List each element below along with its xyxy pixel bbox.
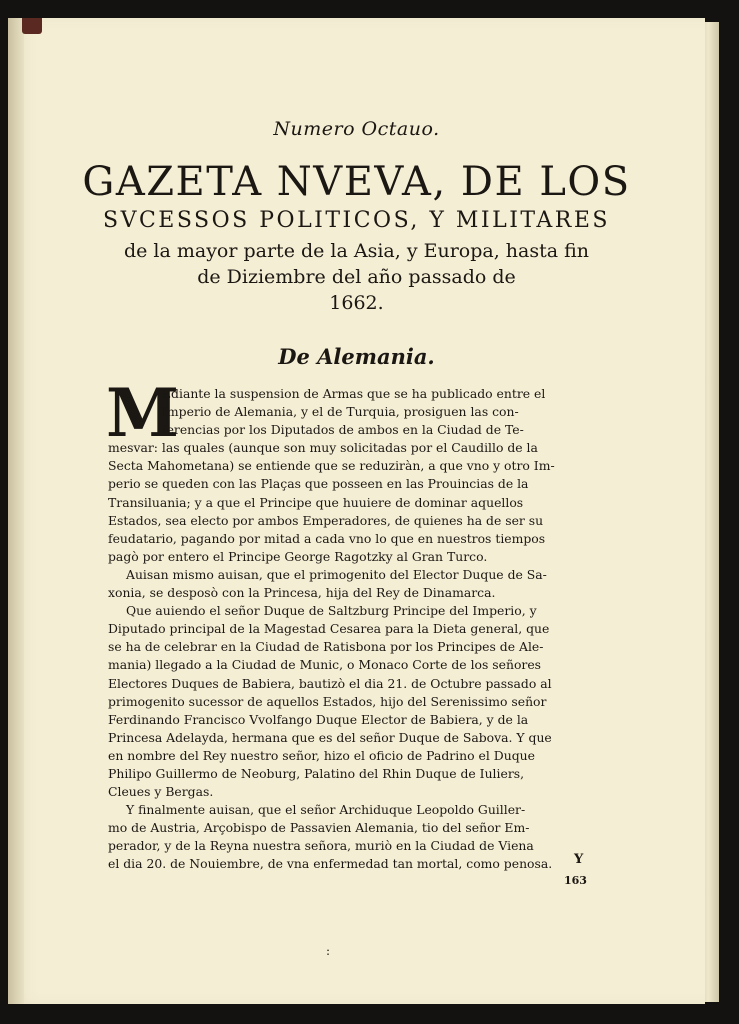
text-line: Estados, sea electo por ambos Emperadores, de quienes ha de ser su	[108, 512, 544, 528]
text-line: el dia 20. de Nouiembre, de vna enfermedad tan mortal, como penosa.	[108, 856, 553, 872]
bookmark-clip	[22, 18, 42, 34]
text-line: xonia, se desposò con la Princesa, hija del Rey de Dinamarca.	[108, 585, 496, 601]
title-continuation	[8, 238, 705, 316]
text-line: pagò por entero el Principe George Ragotzky al Gran Turco.	[108, 548, 488, 564]
title-line: de Diziembre del año passado de	[197, 266, 516, 288]
text-line: Princesa Adelayda, hermana que es del señor Duque de Sabova. Y que	[108, 729, 552, 745]
title-year: 1662.	[329, 292, 384, 314]
text-line: Diputado principal de la Magestad Cesarea para la Dieta general, que	[108, 621, 550, 637]
text-line: mo de Austria, Arçobispo de Passavien Alemania, tio del señor Em-	[108, 820, 530, 836]
text-line: feudatario, pagando por mitad a cada vno lo que en nuestros tiempos	[108, 530, 546, 546]
page-number: 163	[564, 874, 587, 887]
gazette-title: GAZETA NVEVA, DE LOS	[82, 159, 631, 205]
page-content	[8, 18, 705, 1004]
section-heading: De Alemania.	[278, 344, 435, 369]
article-body	[106, 374, 588, 874]
signature-mark: :	[326, 944, 331, 958]
text-line: Y finalmente auisan, que el señor Archiduque Leopoldo Guiller-	[126, 802, 526, 818]
drop-capital: M	[106, 374, 180, 452]
text-line: Electores Duques de Babiera, bautizò el dia 21. de Octubre passado al	[108, 675, 552, 691]
text-line: Que auiendo el señor Duque de Saltzburg Principe del Imperio, y	[126, 603, 537, 619]
text-line: Ferdinando Francisco Vvolfango Duque Elector de Babiera, y de la	[108, 711, 529, 727]
text-line: Ediante la suspension de Armas que se ha publicado entre el	[162, 386, 546, 401]
text-line: se ha de celebrar en la Ciudad de Ratisbona por los Principes de Ale-	[108, 639, 544, 655]
text-line: perador, y de la Reyna nuestra señora, muriò en la Ciudad de Viena	[108, 838, 534, 854]
title-line: de la mayor parte de la Asia, y Europa, hasta fin	[123, 240, 590, 262]
text-line: Imperio de Alemania, y el de Turquia, prosiguen las con-	[162, 404, 519, 420]
gazette-subtitle: SVCESSOS POLITICOS, Y MILITARES	[103, 208, 610, 233]
text-line: mania) llegado a la Ciudad de Munic, o Monaco Corte de los señores	[108, 657, 542, 673]
text-line: ferencias por los Diputados de ambos en la Ciudad de Te-	[162, 422, 524, 438]
text-line: Auisan mismo auisan, que el primogenito del Elector Duque de Sa-	[126, 566, 547, 582]
catchword: Y	[574, 852, 584, 867]
text-line: Transiluania; y a que el Principe que huuiere de dominar aquellos	[108, 494, 524, 510]
text-line: Secta Mahometana) se entiende que se reduziràn, a que vno y otro Im-	[108, 458, 555, 474]
text-line: perio se queden con las Plaças que posseen en las Prouincias de la	[108, 476, 529, 492]
text-line: Philipo Guillermo de Neoburg, Palatino del Rhin Duque de Iuliers,	[108, 765, 525, 781]
text-line: Cleues y Bergas.	[108, 784, 214, 800]
text-line: en nombre del Rey nuestro señor, hizo el oficio de Padrino el Duque	[108, 747, 535, 763]
issue-number: Numero Octauo.	[273, 118, 440, 140]
book-page	[8, 18, 705, 1004]
text-line: primogenito sucessor de aquellos Estados, hijo del Serenissimo señor	[108, 693, 547, 709]
text-line: mesvar: las quales (aunque son muy solicitadas por el Caudillo de la	[108, 440, 538, 456]
